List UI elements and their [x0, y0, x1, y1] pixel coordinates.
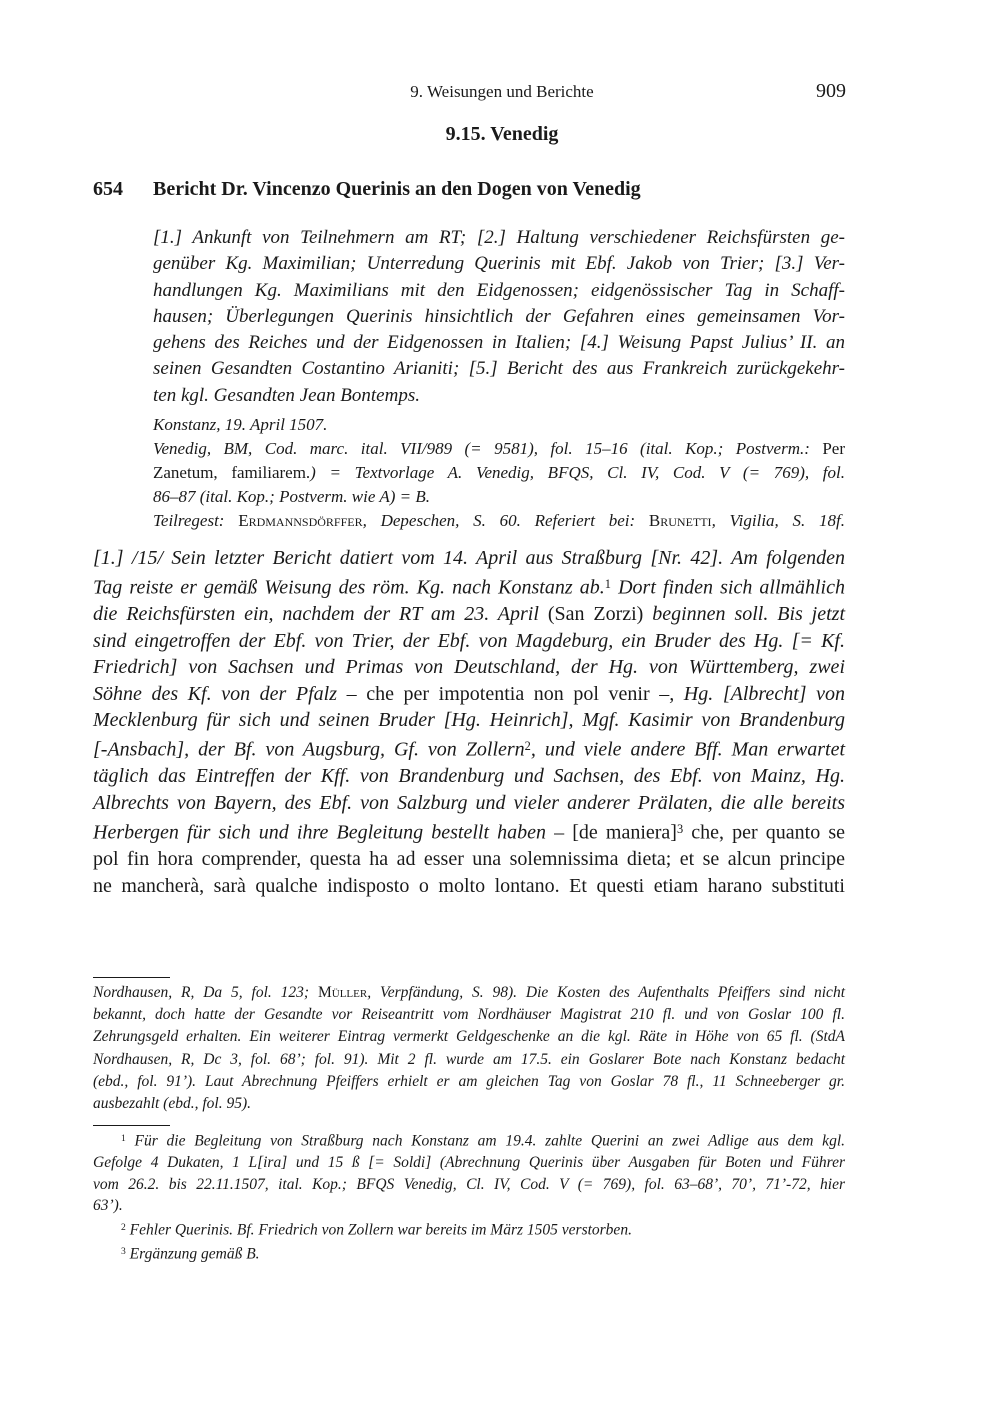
text-line	[153, 413, 845, 437]
text-segment: – [de maniera]	[554, 821, 677, 844]
text-segment: ) = Textvorlage A. Venedig, BFQS, Cl. IV, Cod. V (= 769), fol.	[310, 463, 845, 482]
text-segment: – che per impotentia non pol venir –	[346, 682, 670, 705]
line-content	[153, 278, 845, 304]
line-content	[93, 628, 845, 654]
page-number: 909	[816, 80, 846, 102]
text-segment: Fehler Querinis. Bf. Friedrich von Zollern war bereits im März 1505 verstorben.	[125, 1221, 632, 1238]
text-line	[93, 846, 845, 872]
line-content	[93, 1093, 251, 1115]
line-content	[153, 356, 845, 382]
line-content	[153, 251, 845, 277]
text-segment: die Reichsfürsten ein, nachdem der RT am 23. April	[93, 603, 548, 626]
text-line	[93, 681, 845, 707]
text-line	[153, 304, 845, 330]
footnote-marker: 1	[604, 577, 611, 592]
line-content	[153, 413, 327, 437]
text-segment: Söhne des Kf. von der Pfalz	[93, 682, 347, 705]
text-line	[153, 356, 845, 382]
continued-footnote	[93, 982, 845, 1115]
text-segment: ausbezahlt (ebd., fol. 95).	[93, 1095, 251, 1113]
text-segment: Per	[822, 439, 845, 458]
text-segment: vom 26.2. bis 22.11.1507, ital. Kop.; BFQS Venedig, Cl. IV, Cod. V (= 769), fol. 63–68’, 70’, 71’-72, hier	[93, 1175, 845, 1193]
text-segment: Ergänzung gemäß B.	[125, 1244, 260, 1262]
text-line	[93, 816, 845, 846]
text-segment: , Verpfändung, S. 98). Die Kosten des Aufenthalts Pfeiffers sind nicht	[367, 984, 845, 1001]
footnote-marker: 3	[121, 1245, 126, 1257]
text-line	[93, 1128, 845, 1152]
text-line	[93, 763, 845, 789]
text-segment: , Depeschen, S. 60. Referiert bei:	[362, 511, 649, 530]
line-content	[93, 601, 845, 627]
text-segment: handlungen Kg. Maximilians mit den Eidgenossen; eidgenössischer Tag in Schaff-	[153, 279, 845, 301]
text-line	[93, 707, 845, 733]
body-text	[93, 545, 845, 899]
line-content	[121, 1241, 260, 1265]
text-segment: [1.] /15/ Sein letzter Bericht datiert vom 14. April aus Straßburg [Nr. 42]. Am folgenden	[93, 547, 845, 569]
source-information	[153, 413, 845, 533]
text-segment: beginnen soll. Bis jetzt	[643, 603, 846, 626]
line-content	[153, 383, 420, 409]
line-content	[153, 509, 845, 533]
footnote-marker: 2	[524, 739, 531, 754]
document-summary	[153, 225, 845, 409]
text-line	[93, 628, 845, 654]
text-segment: Mecklenburg für sich und seinen Bruder [Hg. Heinrich], Mgf. Kasimir von Brandenburg	[93, 709, 845, 732]
text-segment: [-Ansbach], der Bf. von Augsburg, Gf. von Zollern	[93, 739, 525, 761]
line-content	[93, 1071, 845, 1093]
text-line	[93, 1241, 845, 1265]
text-line	[153, 437, 845, 461]
line-content	[93, 1152, 845, 1174]
text-segment: Müller	[317, 984, 368, 1001]
section-title: 9.15. Venedig	[445, 123, 559, 145]
text-line	[93, 571, 845, 601]
line-content	[93, 790, 845, 816]
text-line	[153, 461, 845, 485]
text-line	[153, 225, 845, 251]
line-content	[93, 816, 845, 846]
line-content	[153, 461, 845, 485]
text-line	[93, 1049, 845, 1071]
text-segment: Dort finden sich allmählich	[610, 576, 845, 599]
line-content	[93, 982, 845, 1004]
text-segment: Nordhausen, R, Da 5, fol. 123;	[93, 984, 318, 1001]
text-line	[93, 790, 845, 816]
text-segment: Tag reiste er gemäß Weisung des röm. Kg. nach Konstanz ab.	[93, 576, 605, 599]
line-content	[121, 1217, 632, 1241]
text-line	[153, 383, 845, 409]
text-line	[93, 1071, 845, 1093]
line-content	[93, 733, 845, 763]
text-segment: Gefolge 4 Dukaten, 1 L[ira] und 15 ß [= Soldi] (Abrechnung Querinis über Ausgaben für Boten und Führer	[93, 1153, 845, 1171]
line-content	[93, 681, 845, 707]
line-content	[93, 763, 845, 789]
line-content	[93, 1004, 845, 1026]
text-line	[93, 654, 845, 680]
line-content	[153, 225, 845, 251]
text-segment: Venedig, BM, Cod. marc. ital. VII/989 (= 9581), fol. 15–16 (ital. Kop.; Postverm.:	[153, 439, 823, 458]
text-line	[153, 278, 845, 304]
text-line	[153, 509, 845, 533]
text-line	[93, 1152, 845, 1174]
text-segment: Erdmannsdörffer	[238, 511, 363, 530]
text-segment: (ebd., fol. 91’). Laut Abrechnung Pfeiffers erhielt er am gleichen Tag von Goslar 78 fl., 11 Schneeberger gr.	[93, 1072, 845, 1090]
text-segment: Teilregest:	[153, 511, 239, 530]
document-title: Bericht Dr. Vincenzo Querinis an den Dogen von Venedig	[153, 178, 641, 200]
text-segment: Herbergen für sich und ihre Begleitung bestellt haben	[93, 821, 555, 844]
text-line	[153, 330, 845, 356]
text-segment: gehens des Reiches und der Eidgenossen in Italien; [4.] Weisung Papst Julius’ II. an	[153, 332, 845, 354]
text-line	[153, 251, 845, 277]
line-content	[153, 304, 845, 330]
line-content	[93, 1195, 123, 1217]
text-line	[93, 1195, 845, 1217]
text-line	[93, 1217, 845, 1241]
text-segment: täglich das Eintreffen der Kff. von Brandenburg und Sachsen, des Ebf. von Mainz, Hg.	[93, 765, 845, 788]
line-content	[93, 707, 845, 733]
text-segment: Zanetum, familiarem.	[153, 463, 311, 482]
text-line	[93, 1174, 845, 1196]
text-segment: Konstanz, 19. April 1507.	[153, 415, 328, 434]
text-segment: , Vigilia, S. 18f.	[711, 511, 845, 530]
text-line	[93, 545, 845, 571]
line-content	[93, 1026, 845, 1048]
text-line	[93, 1026, 845, 1048]
line-content	[93, 873, 845, 899]
text-segment: Zehrungsgeld erhalten. Ein weiterer Eintrag vermerkt Geldgeschenke an die kgl. Räte in Höhe von 65 fl. (StdA	[93, 1028, 845, 1046]
line-content	[121, 1128, 845, 1152]
text-segment: 86–87 (ital. Kop.; Postverm. wie A) = B.	[153, 487, 430, 506]
text-segment: 63’).	[93, 1197, 123, 1215]
text-segment: , und viele andere Bff. Man erwartet	[530, 739, 845, 761]
text-segment: (San Zorzi)	[547, 603, 644, 626]
line-content	[93, 571, 845, 601]
line-content	[93, 1174, 845, 1196]
line-content	[153, 437, 845, 461]
line-content	[93, 846, 845, 872]
line-content	[93, 654, 845, 680]
text-line	[93, 1004, 845, 1026]
text-segment: ten kgl. Gesandten Jean Bontemps.	[153, 384, 420, 406]
footnote-marker: 2	[121, 1221, 126, 1233]
text-segment: che, per quanto se	[683, 821, 845, 844]
line-content	[93, 545, 845, 571]
text-segment: Brunetti	[648, 511, 712, 530]
text-line	[153, 485, 845, 509]
footnote-marker: 3	[676, 822, 684, 837]
text-segment: seinen Gesandten Costantino Arianiti; [5.] Bericht des aus Frankreich zurückgekehr-	[153, 358, 845, 380]
text-segment: Albrechts von Bayern, des Ebf. von Salzburg und vieler anderer Prälaten, die alle bereits	[93, 791, 845, 814]
text-segment: bekannt, doch hatte der Gesandte vor Reiseantritt vom Nordhäuser Magistrat 210 fl. und von Goslar 100 fl.	[93, 1006, 845, 1024]
running-head: 9. Weisungen und Berichte	[410, 82, 594, 101]
text-segment: Nordhausen, R, Dc 3, fol. 68’; fol. 91). Mit 2 fl. wurde am 17.5. ein Goslarer Bote nach Konstanz bedacht	[93, 1050, 845, 1068]
document-number: 654	[93, 178, 123, 200]
line-content	[93, 1049, 845, 1071]
text-segment: Für die Begleitung von Straßburg nach Konstanz am 19.4. zahlte Querini an zwei Adlige aus dem kgl.	[125, 1132, 845, 1150]
text-line	[93, 982, 845, 1004]
text-segment: ne mancherà, sarà qualche indisposto o molto lontano. Et questi etiam harano substituti	[93, 874, 845, 897]
text-segment: Friedrich] von Sachsen und Primas von Deutschland, der Hg. von Württemberg, zwei	[93, 656, 845, 679]
text-segment: pol fin hora comprender, questa ha ad esser una solemnissima dieta; et se alcun principe	[93, 848, 845, 871]
text-line	[93, 873, 845, 899]
footnote-marker: 1	[121, 1133, 126, 1144]
footnote-rule	[93, 977, 170, 978]
line-content	[153, 330, 845, 356]
line-content	[153, 485, 430, 509]
footnotes	[93, 1128, 845, 1265]
footnote-rule	[93, 1125, 170, 1126]
text-segment: sind eingetroffen der Ebf. von Trier, der Ebf. von Magdeburg, ein Bruder des Hg. [= Kf.	[93, 629, 845, 652]
text-segment: , Hg. [Albrecht] von	[669, 682, 845, 705]
text-line	[93, 733, 845, 763]
text-segment: genüber Kg. Maximilian; Unterredung Querinis mit Ebf. Jakob von Trier; [3.] Ver-	[153, 253, 845, 275]
text-line	[93, 1093, 845, 1115]
text-segment: hausen; Überlegungen Querinis hinsichtlich der Gefahren eines gemeinsamen Vor-	[153, 305, 845, 327]
text-segment: [1.] Ankunft von Teilnehmern am RT; [2.] Haltung verschiedener Reichsfürsten ge-	[153, 227, 845, 248]
text-line	[93, 601, 845, 627]
